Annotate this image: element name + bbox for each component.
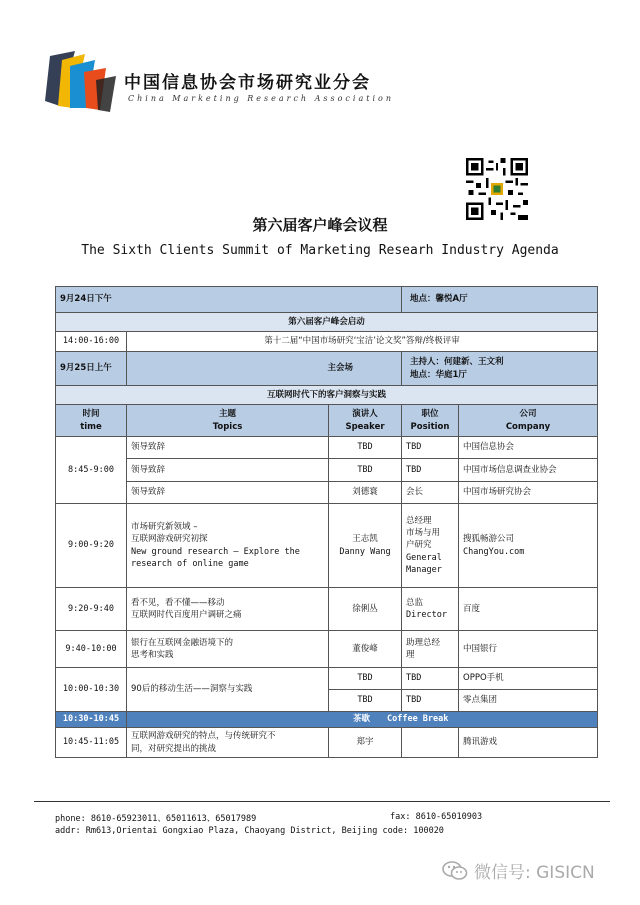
row-topic: 领导致辞 xyxy=(127,459,329,482)
row-speaker: TBD xyxy=(329,459,402,482)
row-position-line: 户研究 xyxy=(406,540,432,551)
row-position: TBD xyxy=(402,437,459,459)
col-time-cn: 时间 xyxy=(82,409,100,420)
table-row xyxy=(56,728,598,758)
row-company-cn: 搜狐畅游公司 xyxy=(463,534,515,545)
table-row xyxy=(56,459,598,482)
row-topic: 领导致辞 xyxy=(127,437,329,459)
row-company: 中国信息协会 xyxy=(459,437,598,459)
col-topic-en: Topics xyxy=(212,421,243,432)
row-topic: 90后的移动生活——洞察与实践 xyxy=(127,668,329,712)
table-row xyxy=(56,504,598,588)
qr-code-icon xyxy=(466,158,528,220)
day1-time: 14:00-16:00 xyxy=(56,332,127,352)
row-topic-cn-line: 互联网游戏研究初探 xyxy=(131,534,208,545)
row-speaker: TBD xyxy=(329,437,402,459)
day1-location: 地点：馨悦A厅 xyxy=(402,287,598,313)
day2-date: 9月25日上午 xyxy=(56,352,127,386)
org-name-cn: 中国信息协会市场研究业分会 xyxy=(124,73,371,93)
wechat-id: 微信号: GISICN xyxy=(474,863,595,883)
agenda-table xyxy=(55,286,598,758)
org-name-en: China Marketing Research Association xyxy=(128,94,394,103)
row-speaker: 刘德寰 xyxy=(329,482,402,504)
coffee-break-row xyxy=(56,712,598,728)
row-company: 零点集团 xyxy=(459,690,598,712)
row-speaker: TBD xyxy=(329,690,402,712)
row-topic-line: 看不见，看不懂——移动 xyxy=(131,597,225,608)
col-position-cn: 职位 xyxy=(421,409,439,420)
table-row xyxy=(56,588,598,631)
table-row xyxy=(56,482,598,504)
footer-fax: fax: 8610-65010903 xyxy=(390,812,483,822)
row-position-line: 理 xyxy=(406,650,415,660)
row-position-line: General xyxy=(406,552,442,563)
day2-venue: 主会场 xyxy=(127,352,402,386)
column-header-row xyxy=(56,405,598,437)
day1-session-row xyxy=(56,313,598,332)
table-row xyxy=(56,631,598,668)
row-company: 中国市场信息调查业协会 xyxy=(459,459,598,482)
coffee-label-cn: 茶歇 xyxy=(353,714,371,725)
agenda-title-cn: 第六届客户峰会议程 xyxy=(252,216,388,234)
day2-hosts: 主持人：何建新、王文利 xyxy=(410,357,504,368)
row-topic-line: 互联网游戏研究的特点，与传统研究不 xyxy=(131,731,276,742)
row-company-en: ChangYou.com xyxy=(463,546,525,557)
col-topic-cn: 主题 xyxy=(218,409,236,420)
row-topic: 领导致辞 xyxy=(127,482,329,504)
day1-item: 第十二届“中国市场研究‘宝洁’论文奖”答辩/终极评审 xyxy=(127,332,598,352)
footer-address: addr: Rm613,Orientai Gongxiao Plaza, Chaoyang District, Beijing code: 100020 xyxy=(55,826,444,836)
row-time: 9:40-10:00 xyxy=(56,631,127,668)
wechat-watermark xyxy=(442,858,595,883)
row-position xyxy=(402,728,459,758)
row-speaker: TBD xyxy=(329,668,402,690)
col-position-en: Position xyxy=(410,421,450,432)
wechat-icon xyxy=(442,860,468,882)
agenda-title-en: The Sixth Clients Summit of Marketing Researh Industry Agenda xyxy=(81,243,559,258)
col-time-en: time xyxy=(80,421,102,432)
row-topic-line: 思考和实践 xyxy=(131,650,174,660)
row-time: 10:00-10:30 xyxy=(56,668,127,712)
row-position-line: 助理总经 xyxy=(406,637,441,648)
row-speaker-cn: 王志凯 xyxy=(352,534,378,545)
footer-divider xyxy=(34,801,610,802)
row-topic-en-line: research of online game xyxy=(131,558,249,569)
day1-header-row xyxy=(56,287,598,313)
association-logo-icon xyxy=(40,46,120,116)
row-time: 9:00-9:20 xyxy=(56,504,127,588)
row-company: 腾讯游戏 xyxy=(459,728,598,758)
row-position-line: 市场与用 xyxy=(406,528,441,539)
row-position-en: Director xyxy=(406,610,447,620)
row-time: 8:45-9:00 xyxy=(56,437,127,504)
col-company-en: Company xyxy=(505,421,551,432)
day2-section-title: 互联网时代下的客户洞察与实践 xyxy=(56,386,598,405)
row-position: 会长 xyxy=(402,482,459,504)
row-company: 百度 xyxy=(459,588,598,631)
row-company: 中国银行 xyxy=(459,631,598,668)
row-time: 9:20-9:40 xyxy=(56,588,127,631)
row-speaker: 董俊峰 xyxy=(329,631,402,668)
row-company: 中国市场研究协会 xyxy=(459,482,598,504)
row-position-cn: 总监 xyxy=(406,597,424,608)
table-row xyxy=(56,437,598,459)
col-speaker-cn: 演讲人 xyxy=(352,409,378,420)
row-speaker-en: Danny Wang xyxy=(339,546,391,557)
row-position: TBD xyxy=(402,668,459,690)
day2-location: 地点：华庭1厅 xyxy=(410,369,467,380)
row-position: TBD xyxy=(402,690,459,712)
day1-date: 9月24日下午 xyxy=(56,287,402,313)
row-topic-en-line: New ground research – Explore the xyxy=(131,546,300,557)
day2-section-row xyxy=(56,386,598,405)
col-speaker-en: Speaker xyxy=(345,421,385,432)
table-row xyxy=(56,668,598,690)
coffee-time: 10:30-10:45 xyxy=(56,712,127,728)
row-topic-line: 互联网时代百度用户调研之痛 xyxy=(131,610,242,620)
day1-session-title: 第六届客户峰会启动 xyxy=(56,313,598,332)
row-position-line: 总经理 xyxy=(406,515,432,526)
row-time: 10:45-11:05 xyxy=(56,728,127,758)
col-company-cn: 公司 xyxy=(519,409,537,420)
row-company: OPPO手机 xyxy=(459,668,598,690)
day1-item-row xyxy=(56,332,598,352)
row-topic-line: 同，对研究提出的挑战 xyxy=(131,743,217,754)
coffee-label-en: Coffee Break xyxy=(386,714,449,725)
row-topic-cn-line: 市场研究新领域 – xyxy=(131,521,198,532)
footer-phone: phone: 8610-65923011、65011613、65017989 xyxy=(55,814,257,824)
row-position-line: Manager xyxy=(406,564,442,575)
row-speaker: 徐俐丛 xyxy=(329,588,402,631)
day2-header-row xyxy=(56,352,598,386)
row-position: TBD xyxy=(402,459,459,482)
row-speaker: 郑宇 xyxy=(329,728,402,758)
row-topic-line: 银行在互联网金融语境下的 xyxy=(131,637,234,648)
